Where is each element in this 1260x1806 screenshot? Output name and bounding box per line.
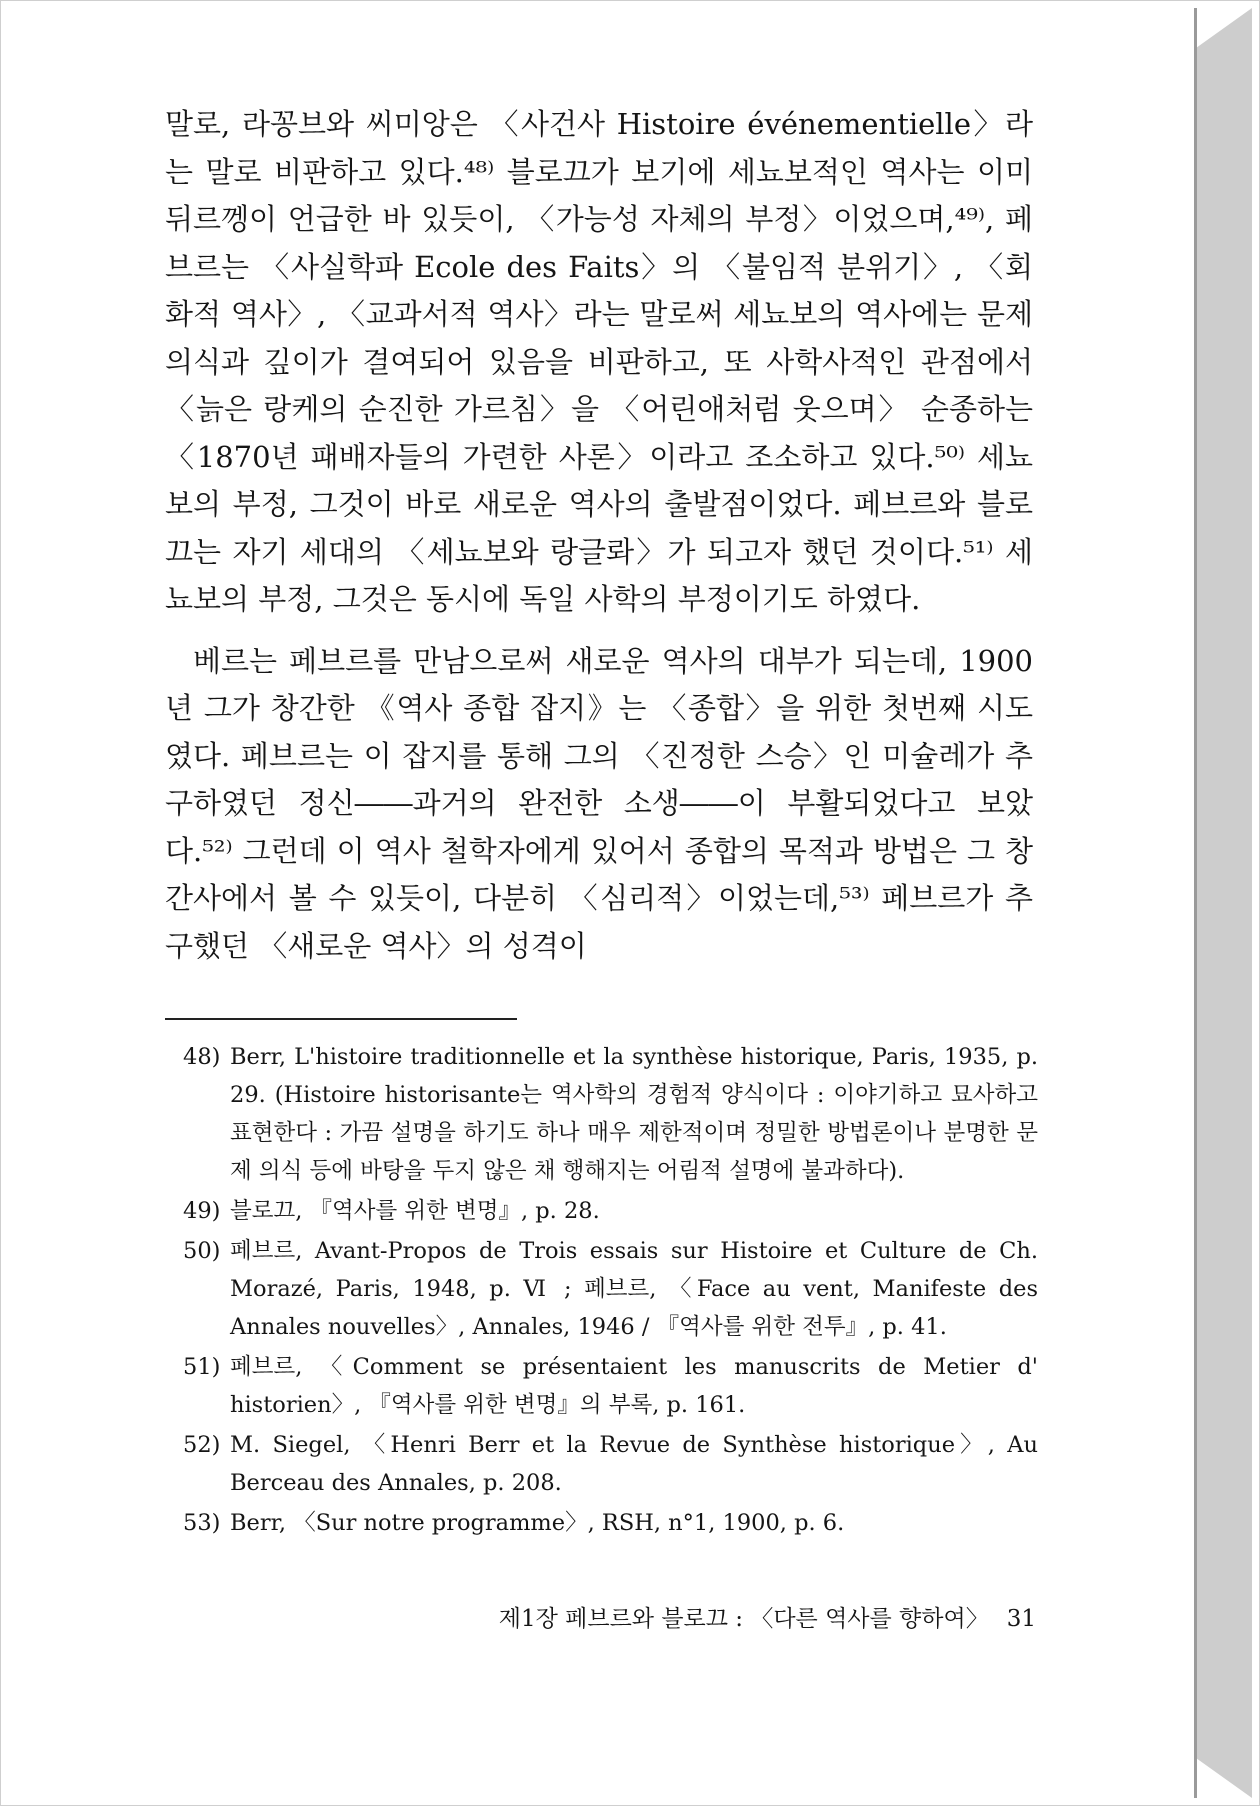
footnote-number: 48): [183, 1044, 221, 1070]
page-edge: [1196, 8, 1252, 1798]
running-title: 제1장 페브르와 블로끄 : 〈다른 역사를 향하여〉: [498, 1606, 989, 1632]
paragraph-1: 말로, 라꽁브와 씨미앙은 〈사건사 Histoire événementielle〉라는 말로 비판하고 있다.⁴⁸⁾ 블로끄가 보기에 세뇨보적인 역사는 이미 뒤르껭이 언급한 바 있듯이, 〈가능성 자체의 부정〉이었으며,⁴⁹⁾, 페브르는 〈사실학파 Ecole des Faits〉의 〈불임적 분위기〉, 〈회화적 역사〉, 〈교과서적 역사〉라는 말로써 세뇨보의 역사에는 문제 의식과 깊이가 결여되어 있음을 비판하고, 또 사학사적인 관점에서 〈늙은 랑케의 순진한 가르침〉을 〈어린애처럼 웃으며〉 순종하는 〈1870년 패배자들의 가련한 사론〉이라고 조소하고 있다.⁵⁰⁾ 세뇨보의 부정, 그것이 바로 새로운 역사의 출발점이었다. 페브르와 블로끄는 자기 세대의 〈세뇨보와 랑글롸〉가 되고자 했던 것이다.⁵¹⁾ 세뇨보의 부정, 그것은 동시에 독일 사학의 부정이기도 하였다.: [165, 107, 1033, 616]
page-edge-top: [1196, 8, 1252, 48]
footnote-text: Berr, L'histoire traditionnelle et la synthèse historique, Paris, 1935, p. 29. (Histoire historisante는 역사학의 경험적 양식이다 : 이야기하고 묘사하고 표현한다 : 가끔 설명을 하기도 하나 매우 제한적이며 정밀한 방법론이나 분명한 문제 의식 등에 바탕을 두지 않은 채 행해지는 어림적 설명에 불과하다).: [230, 1044, 1038, 1184]
footnote-text: 페브르, 〈Comment se présentaient les manuscrits de Metier d' historien〉, 『역사를 위한 변명』의 부록, p. 161.: [230, 1354, 1038, 1418]
footnote-49: [183, 1192, 1038, 1230]
footnote-text: Berr, 〈Sur notre programme〉, RSH, n°1, 1900, p. 6.: [230, 1510, 845, 1536]
footnote-text: 페브르, Avant-Propos de Trois essais sur Histoire et Culture de Ch. Morazé, Paris, 1948, p. Ⅵ ; 페브르, 〈Face au vent, Manifeste des Annales nouvelles〉, Annales, 1946 / 『역사를 위한 전투』, p. 41.: [230, 1238, 1038, 1340]
page-number: 31: [1006, 1606, 1036, 1632]
footnote-number: 49): [183, 1198, 221, 1224]
footnote-text: 블로끄, 『역사를 위한 변명』, p. 28.: [230, 1198, 600, 1224]
page-edge-bottom: [1196, 1758, 1252, 1798]
footnote-number: 51): [183, 1354, 221, 1380]
footnote-52: [183, 1426, 1038, 1502]
body-text: [165, 101, 1033, 970]
footnote-50: [183, 1232, 1038, 1346]
footnote-53: [183, 1504, 1038, 1542]
running-footer: [490, 1603, 1036, 1635]
footnote-number: 53): [183, 1510, 221, 1536]
footnote-number: 50): [183, 1238, 221, 1264]
page-edge-line: [1194, 8, 1197, 1798]
footnote-51: [183, 1348, 1038, 1424]
footnote-48: [183, 1038, 1038, 1190]
footnote-text: M. Siegel, 〈Henri Berr et la Revue de Synthèse historique〉, Au Berceau des Annales, p. 208.: [230, 1432, 1038, 1496]
footnotes: [183, 1038, 1038, 1544]
footnote-number: 52): [183, 1432, 221, 1458]
footnote-rule: [165, 1018, 517, 1020]
paragraph-2: 베르는 페브르를 만남으로써 새로운 역사의 대부가 되는데, 1900년 그가 창간한 《역사 종합 잡지》는 〈종합〉을 위한 첫번째 시도였다. 페브르는 이 잡지를 통해 그의 〈진정한 스승〉인 미슐레가 추구하였던 정신――과거의 완전한 소생――이 부활되었다고 보았다.⁵²⁾ 그런데 이 역사 철학자에게 있어서 종합의 목적과 방법은 그 창간사에서 볼 수 있듯이, 다분히 〈심리적〉이었는데,⁵³⁾ 페브르가 추구했던 〈새로운 역사〉의 성격이: [165, 643, 1033, 963]
